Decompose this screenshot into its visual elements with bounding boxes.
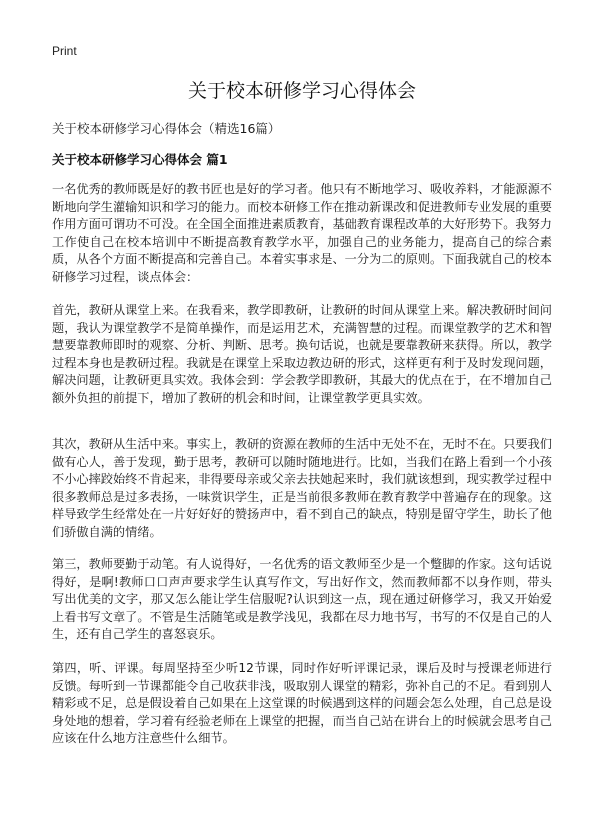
paragraph-fourth-point: 第四，听、评课。每周坚持至少听12节课，同时作好听评课记录，课后及时与授课老师进行反馈。每听到一节课都能令自己收获非浅，吸取别人课堂的精彩，弥补自己的不足。看到别人精彩或不足，总是假设着自己如果在上这堂课的时候遇到这样的问题会怎么处理，自己总是设身处地的想着，学习着有经验老师在上课堂的把握，而当自己站在讲台上的时候就会思考自己应该在什么地方注意些什么细节。 [52, 661, 552, 745]
paragraph-first-point: 首先，教研从课堂上来。在我看来，教学即教研，让教研的时间从课堂上来。解决教研时间问题，我认为课堂教学不是简单操作，而是运用艺术，充满智慧的过程。而课堂教学的艺术和智慧要靠教师即时的观察、分析、判断、思考。换句话说，也就是要靠教研来获得。所以，教学过程本身也是教研过程。我就是在课堂上采取边教边研的形式，这样更有利于及时发现问题，解决问题，让教研更具实效。我体会到：学会教学即教研，其最大的优点在于，在不增加自己额外负担的前提下，增加了教研的机会和时间，让课堂教学更具实效。 [52, 303, 552, 405]
page-title: 关于校本研修学习心得体会 [187, 80, 416, 102]
paragraph-second-point: 其次，教研从生活中来。事实上，教研的资源在教师的生活中无处不在，无时不在。只要我们做有心人，善于发现，勤于思考，教研可以随时随地进行。比如，当我们在路上看到一个小孩不小心摔跤始终不肯起来，非得要母亲或父亲去扶她起来时，我们就该想到，现实教学过程中很多教师总是过多表扬，一味赏识学生，正是当前很多教师在教育教学中普遍存在的现象。这样导致学生经常处在一片好好好的赞扬声中，看不到自己的缺点，特别是留守学生，助长了他们骄傲自满的情绪。 [52, 437, 552, 539]
section-heading: 关于校本研修学习心得体会 篇1 [52, 152, 228, 167]
paragraph-third-point: 第三，教师要勤于动笔。有人说得好，一名优秀的语文教师至少是一个蹩脚的作家。这句话说得好，是啊!教师口口声声要求学生认真写作文，写出好作文，然而教师都不以身作则，带头写出优美的文字，那又怎么能让学生信服呢?认识到这一点，现在通过研修学习，我又开始爱上看书写文章了。不管是生活随笔或是教学浅见，我都在尽力地书写，书写的不仅是自己的人生，还有自己学生的喜怒哀乐。 [52, 557, 552, 641]
print-link[interactable]: Print [52, 44, 77, 58]
paragraph-intro: 一名优秀的教师既是好的教书匠也是好的学习者。他只有不断地学习、吸收养料，才能源源不断地向学生灌输知识和学习的能力。而校本研修工作在推动新课改和促进教师专业发展的重要作用方面可谓功不可没。在全国全面推进素质教育，基础教育课程改革的大好形势下。我努力工作使自己在校本培训中不断提高教育教学水平，加强自己的业务能力，提高自己的综合素质，从各个方面不断提高和完善自己。本着实事求是、一分为二的原则。下面我就自己的校本研修学习过程，谈点体会： [52, 182, 552, 284]
document-subtitle: 关于校本研修学习心得体会（精选16篇） [52, 121, 281, 136]
